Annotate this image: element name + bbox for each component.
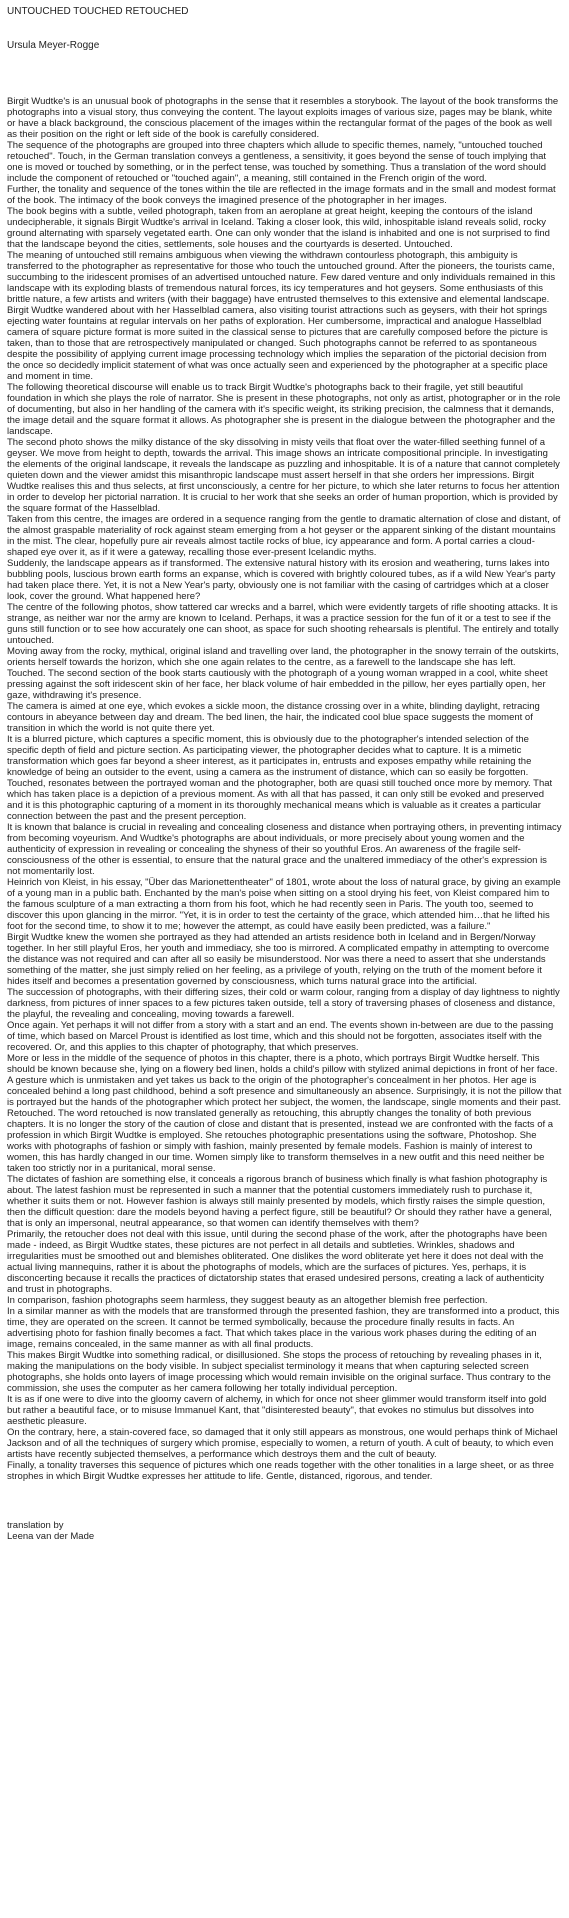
body-paragraph: The dictates of fashion are something else, it conceals a rigorous branch of business which finally is what fashion photography is about. The latest fashion must be represented in such a manner that the potential customers immediately rush to purchase it, whether it suits them or not. However fashion is always still mainly presented by models, which firstly raises the simple question, then the difficult question: dare the models beyond having a perfect figure, still be beautiful? Or should they rather have a general, that is only an impersonal, neutral appearance, so that women can identify themselves with them? <box>7 1174 552 1229</box>
body-paragraph: Suddenly, the landscape appears as if transformed. The extensive natural history with its erosion and weathering, turns lakes into bubbling pools, luscious brown earth forms an expanse, which is covered with brightly coloured tubes, as if a wild New Year's party had taken place there. Yet, it is not a New Year's party, obviously one is not familiar with the casing of cartridges which at a closer look, cover the ground. What happened here? <box>7 558 556 602</box>
body-paragraph: Birgit Wudtke knew the women she portrayed as they had attended an artists residence both in Iceland and in Bergen/Norway together. In her still playful Eros, her youth and immediacy, she too is mirrored. A complicated empathy in attempting to overcome the distance was not required and can after all so easily be misunderstood. Nor was there a need to assert that she understands something of the matter, she just simply relied on her feeling, as a privilege of youth, relying on the truth of the moment before it hides itself and becomes a presentation governed by consciousness, which turns natural grace into the artificial. <box>7 932 550 987</box>
body-paragraph: The following theoretical discourse will enable us to track Birgit Wudtke's photographs back to their fragile, yet still beautiful foundation in which she plays the role of narrator. She is present in these photographs, not only as artist, photographer or in the role of documenting, but also in her handling of the camera with it's specific weight, its striking precision, the calmness that it demands, the image detail and the square format it allows. As photographer she is present in the dialogue between the photographer and the landscape. <box>7 382 561 437</box>
body-paragraph: Birgit Wudtke's is an unusual book of photographs in the sense that it resembles a storybook. The layout of the book transforms the photographs into a visual story, thus conveying the content. The layout exploits images of various size, pages may be blank, white or have a black background, the conscious placement of the images within the rectangular format of the pages of the book as well as their position on the right or left side of the book is carefully considered. <box>7 96 559 140</box>
body-paragraph: On the contrary, here, a stain-covered face, so damaged that it only still appears as monstrous, one would perhaps think of Michael Jackson and of all the techniques of surgery which promise, especially to women, a return of youth. A cult of beauty, to which even artists have recently subjected themselves, a performance which destroys them and the cult of beauty. <box>7 1427 558 1460</box>
document-title: UNTOUCHED TOUCHED RETOUCHED <box>7 6 189 17</box>
body-paragraph: Birgit Wudtke wandered about with her Hasselblad camera, also visiting tourist attractions such as geysers, with their hot springs ejecting water fountains at regular intervals on her paths of exploration. Her cumbersome, impractical and analogue Hasselblad camera of square picture format is more suited in the classical sense to pictures that are carefully composed before the picture is taken, than to those that are retrospectively manipulated or changed. Such photographs cannot be referred to as spontaneous despite the possibility of applying current image processing technology which implies the separation of the pictorial decision from the once so decidedly implicit statement of what was once actually seen and experienced by the photographer at a specific place and moment in time. <box>7 305 548 382</box>
body-paragraph: It is a blurred picture, which captures a specific moment, this is obviously due to the photographer's intended selection of the specific depth of field and picture section. As participating viewer, the photographer decides what to capture. It is a mimetic transformation which goes far beyond a sheer interest, as it participates in, entrusts and exposes empathy while retaining the knowledge of being an outsider to the event, using a camera as the instrument of distance, which can so easily be forgotten. <box>7 734 532 778</box>
author-name: Ursula Meyer-Rogge <box>7 40 100 51</box>
article-body <box>7 96 562 1482</box>
body-paragraph: The book begins with a subtle, veiled photograph, taken from an aeroplane at great height, keeping the contours of the island undecipherable, it signals Birgit Wudtke's arrival in Iceland. Taking a closer look, this wild, inhospitable island reveals solid, rocky ground alternating with sparsely vegetated earth. One can only wonder that the island is inhabited and one is not surprised to find that the landscape beyond the cities, settlements, sole houses and the courtyards is deserted. Untouched. <box>7 206 550 250</box>
body-paragraph: The camera is aimed at one eye, which evokes a sickle moon, the distance crossing over in a white, blinding daylight, retracing contours in abeyance between day and dream. The bed linen, the hair, the indicated cool blue space suggests the moment of transition in which the world is not quite there yet. <box>7 701 540 734</box>
body-paragraph: The sequence of the photographs are grouped into three chapters which allude to specific themes, namely, "untouched touched retouched". Touch, in the German translation conveys a gentleness, a sensitivity, it goes beyond the sense of touch implying that one is moved or touched by something, or in the perfect tense, was touched by something. Thus a translation of the word should include the component of retouched or "touched again", a meaning, still contained in the French origin of the word. <box>7 140 547 184</box>
translation-credit <box>7 1520 562 1542</box>
body-paragraph: Taken from this centre, the images are ordered in a sequence ranging from the gentle to dramatic alternation of close and distant, of the almost graspable materiality of rock against steam emerging from a hot geyser or the apparent sinking of the distant mountains in the mist. The clear, hopefully pure air reveals almost tactile rocks of blue, icy appearance and form. A portal carries a cloud-shaped eye over it, as if it were a gateway, recalling those ever-present Icelandic myths. <box>7 514 561 558</box>
body-paragraph: Once again. Yet perhaps it will not differ from a story with a start and an end. The events shown in-between are due to the passing of time, which based on Marcel Proust is identified as lost time, which and this should not be forgotten, associates itself with the recovered. Or, and this applies to this chapter of photography, that which preserves. <box>7 1020 554 1053</box>
body-paragraph: Touched, resonates between the portrayed woman and the photographer, both are quasi still touched once more by memory. That which has taken place is a depiction of a previous moment. As with all that has passed, it can only still be evoked and preserved and it is this photographic capturing of a moment in its thoroughly mechanical means which is valuable as it creates a particular connection between the past and the present perception. <box>7 778 553 822</box>
body-paragraph: Primarily, the retoucher does not deal with this issue, until during the second phase of the work, after the photographs have been made - indeed, as Birgit Wudtke states, these pictures are not perfect in all details and subtleties. Wrinkles, shadows and irregularities must be smoothed out and blemishes obliterated. One dislikes the word obliterate yet here it does not deal with the actual living mannequins, rather it is about the photographs of models, which are the surfaces of pictures. Yes, perhaps, it is disconcerting because it recalls the practices of dictatorship states that erased undesired persons, creating a lack of authenticity and trust in photographs. <box>7 1229 548 1295</box>
body-paragraph: Finally, a tonality traverses this sequence of pictures which one reads together with the other tonalities in a large sheet, or as three strophes in which Birgit Wudtke expresses her attitude to life. Gentle, distanced, rigorous, and tender. <box>7 1460 554 1482</box>
body-paragraph: Heinrich von Kleist, in his essay, "Über das Marionettentheater" of 1801, wrote about the loss of natural grace, by giving an example of a young man in a public bath. Enchanted by the man's poise when sitting on a stool drying his feet, von Kleist compared him to the famous sculpture of a man extracting a thorn from his foot, which he had recently seen in Paris. The youth too, seemed to discover this upon glancing in the mirror. "Yet, it is in order to test the certainty of the grace, which attended him…that he lifted his foot for the second time, to show it to me; however the attempt, as could have easily been predicted, was a failure." <box>7 877 561 932</box>
body-paragraph: More or less in the middle of the sequence of photos in this chapter, there is a photo, which portrays Birgit Wudtke herself. This should be known because she, lying on a flowery bed linen, holds a child's pillow with stylized animal depictions in front of her face. A gesture which is unmistaken and yet takes us back to the origin of the photographer's concealment in her photos. Her age is concealed behind a long past childhood, behind a soft presence and simultaneously an absence. Surprisingly, it is not the pillow that is portrayed but the hands of the photographer which protect her subject, the women, the landscape, single moments and their past. <box>7 1053 562 1108</box>
body-paragraph: In comparison, fashion photographs seem harmless, they suggest beauty as an altogether blemish free perfection. <box>7 1295 488 1306</box>
body-paragraph: The centre of the following photos, show tattered car wrecks and a barrel, which were evidently targets of rifle shooting attacks. It is strange, as neither war nor the army are known to Iceland. Perhaps, it was a practice session for the fun of it or a test to see if the guns still function or to see how accurately one can shoot, as space for such shooting rehearsals is plentiful. The entirely and totally untouched. <box>7 602 559 646</box>
body-paragraph: Retouched. The word retouched is now translated generally as retouching, this abruptly changes the tonality of both previous chapters. It is no longer the story of the caution of close and distant that is presented, instead we are confronted with the facts of a profession in which Birgit Wudtke is employed. She retouches photographic presentations using the software, Photoshop. She works with photographs of fashion or simply with fashion, mainly presented by female models. Fashion is mainly of interest to women, this has hardly changed in our time. Women simply like to transform themselves in a new outfit and this need neither be taken too strictly nor in a puritanical, moral sense. <box>7 1108 554 1174</box>
body-paragraph: The second photo shows the milky distance of the sky dissolving in misty veils that float over the water-filled seething funnel of a geyser. We move from height to depth, towards the arrival. This image shows an intricate compositional principle. In investigating the elements of the original landscape, it reveals the landscape as puzzling and inhospitable. It is of a nature that cannot completely quieten down and the viewer amidst this misanthropic landscape must assert herself in that she orders her impressions. Birgit Wudtke realises this and thus selects, at first unconsciously, a centre for her picture, to which she later returns to focus her attention in order to develop her pictorial narration. It is crucial to her work that she seeks an order of human proportion, which is provided by the square format of the Hasselblad. <box>7 437 560 514</box>
translation-label: translation by <box>7 1520 64 1531</box>
body-paragraph: In a similar manner as with the models that are transformed through the presented fashion, they are transformed into a product, this time, they are operated on the screen. It cannot be termed symbolically, because the procedure finally results in facts. An advertising photo for fashion finally becomes a fact. That which takes place in the various work phases during the editing of an image, remains concealed, in the same manner as with all final products. <box>7 1306 560 1350</box>
body-paragraph: It is as if one were to dive into the gloomy cavern of alchemy, in which for once not sheer glimmer would transform itself into gold but rather a beautiful face, or to misuse Immanuel Kant, that "disinterested beauty", that evokes no stimulus but dissolves into aesthetic pleasure. <box>7 1394 547 1427</box>
body-paragraph: This makes Birgit Wudtke into something radical, or disillusioned. She stops the process of retouching by revealing phases in it, making the manipulations on the body visible. In subject specialist terminology it means that when capturing selected screen photographs, she holds onto layers of image processing which would remain invisible on the original surface. Thus contrary to the commission, she uses the computer as her camera following her totally individual perception. <box>7 1350 551 1394</box>
body-paragraph: Moving away from the rocky, mythical, original island and travelling over land, the photographer in the snowy terrain of the outskirts, orients herself towards the horizon, which she one again relates to the centre, as a farewell to the landscape she has left. <box>7 646 559 668</box>
body-paragraph: The succession of photographs, with their differing sizes, their cold or warm colour, ranging from a display of day lightness to nightly darkness, from pictures of inner spaces to a few pictures taken outside, tell a story of traversing phases of closeness and distance, the playful, the revealing and concealing, moving towards a farewell. <box>7 987 560 1020</box>
body-paragraph: Touched. The second section of the book starts cautiously with the photograph of a young woman wrapped in a cool, white sheet pressing against the soft iridescent skin of her face, her black volume of hair embedded in the pillow, her eyes partially open, her gaze, withdrawing it's presence. <box>7 668 548 701</box>
body-paragraph: The meaning of untouched still remains ambiguous when viewing the withdrawn contourless photograph, this ambiguity is transferred to the photographer as representative for those who touch the untouched ground. After the pioneers, the tourists came, succumbing to the iridescent promises of an advertised untouched nature. Few dared venture and only individuals remained in this landscape with its exploding blasts of tremendous natural forces, its icy temperatures and hot geysers. Some enthusiasts of this brittle nature, a few artists and writers (with their baggage) have entrusted themselves to this extensive and elemental landscape. <box>7 250 556 305</box>
body-paragraph: Further, the tonality and sequence of the tones within the tile are reflected in the image formats and in the small and modest format of the book. The intimacy of the book conveys the imagined presence of the photographer in her images. <box>7 184 556 206</box>
translator-name: Leena van der Made <box>7 1531 95 1542</box>
body-paragraph: It is known that balance is crucial in revealing and concealing closeness and distance when portraying others, in preventing intimacy from becoming voyeurism. And Wudtke's photographs are about individuals, or more precisely about young women and the authenticity of expression in revealing or concealing the shyness of their so youthful Eros. An awareness of the fragile self-consciousness of the other is essential, to ensure that the natural grace and the unaltered immediacy of the other's expression is not momentarily lost. <box>7 822 562 877</box>
